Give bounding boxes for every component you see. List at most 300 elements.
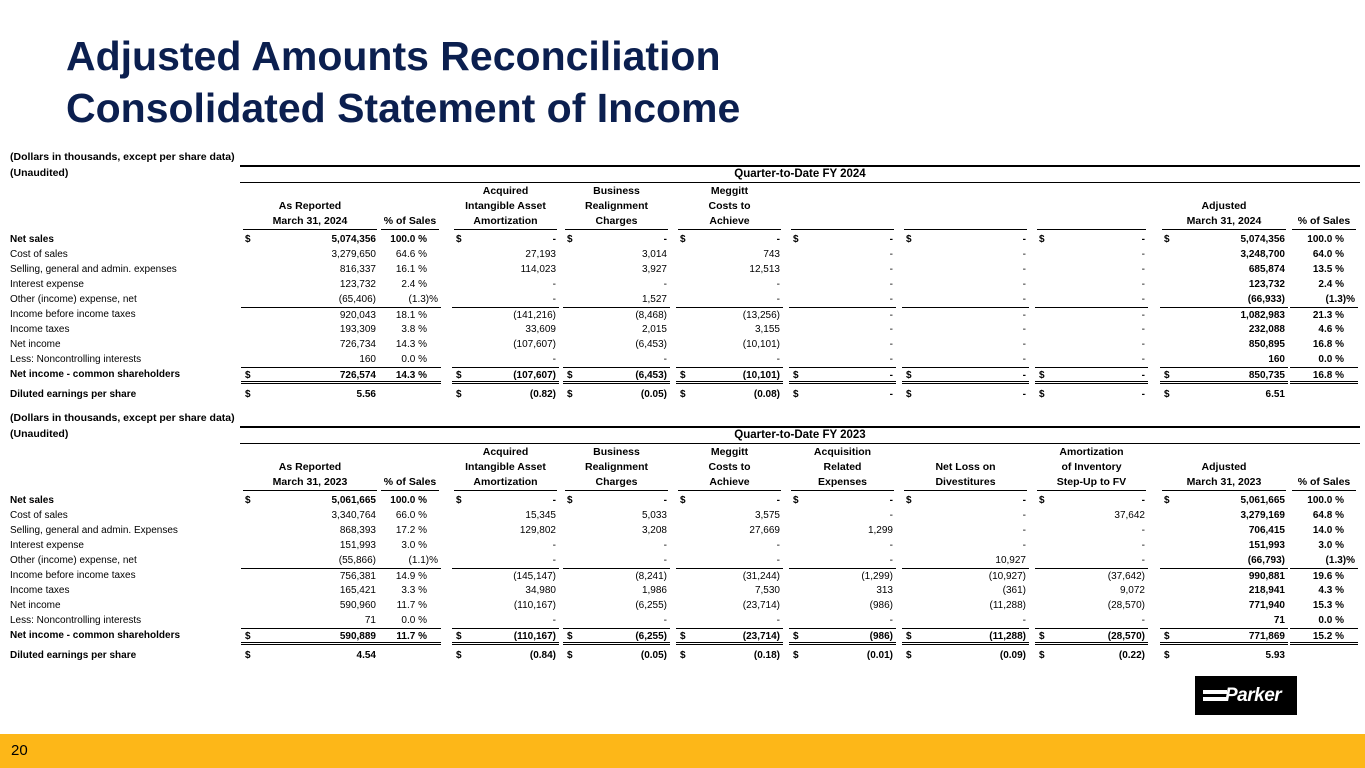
cell-value: 3,014 (641, 249, 667, 260)
cell-value: 1,527 (641, 294, 667, 305)
cell (563, 337, 670, 352)
cell-value: (66,933) (1247, 294, 1285, 305)
cell-value: - (1022, 540, 1026, 551)
cell-value: 64.0 % (1312, 249, 1344, 260)
cell-value: - (663, 354, 667, 365)
currency-symbol: $ (680, 389, 686, 400)
cell (452, 568, 559, 584)
cell-value: - (1022, 264, 1026, 275)
currency-symbol: $ (680, 234, 686, 245)
cell (452, 538, 559, 553)
cell-value: 100.0 % (390, 234, 427, 245)
cell-value: 37,642 (1114, 510, 1145, 521)
cell (1035, 523, 1148, 538)
cell-value: - (1022, 615, 1026, 626)
table-row (0, 648, 1365, 663)
cell (379, 508, 441, 523)
cell-value: 313 (876, 585, 893, 596)
cell (902, 523, 1029, 538)
parker-mark-icon (1203, 690, 1227, 701)
logo-wordmark: Parker (1225, 685, 1282, 706)
cell (452, 367, 559, 384)
currency-symbol: $ (906, 389, 912, 400)
cell (1160, 307, 1288, 323)
cell (789, 648, 896, 663)
cell (1035, 613, 1148, 628)
row-label: Net sales (10, 234, 54, 245)
cell-value: 920,043 (339, 310, 376, 321)
table-row (0, 262, 1365, 277)
column-header-2-line-3: % of Sales (381, 475, 439, 491)
cell (241, 648, 379, 663)
column-header-8-line-3 (1037, 214, 1146, 230)
cell-value: (6,453) (635, 339, 667, 350)
cell (563, 568, 670, 584)
table-row (0, 292, 1365, 307)
cell-value: - (1141, 389, 1145, 400)
cell-value: 13.5 % (1312, 264, 1344, 275)
currency-symbol: $ (793, 389, 799, 400)
cell (1035, 277, 1148, 292)
cell-value: - (1141, 279, 1145, 290)
cell-value: 5,074,356 (1240, 234, 1285, 245)
cell-value: - (1141, 294, 1145, 305)
cell-value: 4.3 % (1318, 585, 1344, 596)
currency-symbol: $ (906, 631, 912, 642)
cell (1160, 583, 1288, 598)
cell (1160, 232, 1288, 247)
cell (379, 648, 441, 663)
cell-value: - (1141, 370, 1145, 381)
row-label: Selling, general and admin. expenses (10, 264, 177, 275)
column-header-5-line-3: Achieve (678, 475, 781, 491)
table-row (0, 613, 1365, 628)
cell (1290, 553, 1358, 568)
cell-value: 14.9 % (395, 571, 427, 582)
row-label: Net income (10, 339, 61, 350)
cell-value: (31,244) (742, 571, 780, 582)
cell (789, 508, 896, 523)
currency-symbol: $ (245, 631, 251, 642)
table-row (0, 523, 1365, 538)
cell-value: - (889, 354, 893, 365)
cell (1290, 307, 1358, 323)
cell-value: 685,874 (1248, 264, 1285, 275)
currency-symbol: $ (567, 650, 573, 661)
cell-value: - (776, 495, 780, 506)
row-label: Net income (10, 600, 61, 611)
cell-value: 123,732 (339, 279, 376, 290)
currency-symbol: $ (456, 389, 462, 400)
cell (902, 277, 1029, 292)
cell-value: (55,866) (338, 555, 376, 566)
cell (1035, 553, 1148, 568)
cell-value: - (1022, 324, 1026, 335)
column-header-7-line-2: Net Loss on (935, 461, 996, 473)
cell-value: (0.05) (640, 389, 667, 400)
cell-value: - (889, 370, 893, 381)
cell-value: - (889, 324, 893, 335)
cell (241, 538, 379, 553)
currency-symbol: $ (906, 370, 912, 381)
cell-value: - (889, 264, 893, 275)
column-header-2-line-3: % of Sales (381, 214, 439, 230)
cell-value: (986) (869, 600, 893, 611)
cell-value: - (1141, 234, 1145, 245)
cell (563, 322, 670, 337)
cell-value: 123,732 (1248, 279, 1285, 290)
cell (1035, 538, 1148, 553)
cell (789, 367, 896, 384)
page-title (66, 30, 740, 134)
cell (241, 337, 379, 352)
cell (379, 523, 441, 538)
cell (676, 277, 783, 292)
row-label: Income before income taxes (10, 309, 136, 320)
cell-value: - (552, 555, 556, 566)
cell (241, 493, 379, 508)
column-header-3-line-2: Intangible Asset (465, 200, 546, 212)
currency-symbol: $ (1039, 495, 1045, 506)
cell-value: 771,869 (1248, 631, 1285, 642)
cell-value: 3.0 % (401, 540, 427, 551)
cell (676, 337, 783, 352)
cell (563, 493, 670, 508)
currency-symbol: $ (1164, 370, 1170, 381)
cell (452, 598, 559, 613)
cell (902, 628, 1029, 645)
cell-value: - (776, 615, 780, 626)
cell-value: - (1022, 234, 1026, 245)
cell-value: 3,279,169 (1240, 510, 1285, 521)
currency-symbol: $ (1164, 389, 1170, 400)
title-line-2: Consolidated Statement of Income (66, 85, 741, 131)
cell-value: 151,993 (1248, 540, 1285, 551)
cell-value: - (552, 540, 556, 551)
cell (789, 493, 896, 508)
cell (1160, 292, 1288, 307)
cell-value: (11,288) (989, 600, 1026, 611)
cell (676, 322, 783, 337)
cell (563, 523, 670, 538)
cell (676, 523, 783, 538)
cell (379, 307, 441, 323)
column-header-10-line-3: % of Sales (1292, 214, 1356, 230)
cell-value: 5,061,665 (1240, 495, 1285, 506)
cell (1290, 367, 1358, 384)
cell-value: (28,570) (1107, 600, 1145, 611)
cell (452, 247, 559, 262)
currency-symbol: $ (680, 631, 686, 642)
cell-value: 64.6 % (395, 249, 427, 260)
table-row (0, 322, 1365, 337)
cell (379, 247, 441, 262)
cell (789, 628, 896, 645)
cell (902, 322, 1029, 337)
cell-value: (37,642) (1107, 571, 1145, 582)
cell-value: - (1141, 540, 1145, 551)
cell-value: 0.0 % (401, 354, 427, 365)
cell (241, 568, 379, 584)
cell-value: (6,255) (635, 600, 667, 611)
column-header-5-line-3: Achieve (678, 214, 781, 230)
cell (452, 322, 559, 337)
cell (241, 598, 379, 613)
cell-value: 743 (763, 249, 780, 260)
cell-value: 2.4 % (401, 279, 427, 290)
cell (789, 292, 896, 307)
cell (789, 337, 896, 352)
cell-value: - (663, 495, 667, 506)
cell-value: - (1022, 370, 1026, 381)
cell (452, 387, 559, 402)
cell (379, 232, 441, 247)
row-label: Interest expense (10, 540, 84, 551)
cell (1160, 247, 1288, 262)
cell (676, 568, 783, 584)
cell-value: - (1141, 555, 1145, 566)
cell (563, 538, 670, 553)
table-row (0, 247, 1365, 262)
cell-value: 33,609 (525, 324, 556, 335)
row-label: Diluted earnings per share (10, 650, 137, 661)
cell-value: 6.51 (1265, 389, 1285, 400)
cell-value: - (1022, 339, 1026, 350)
column-header-3-line-3: Amortization (454, 214, 557, 230)
column-header-5-line-1: Meggitt (710, 185, 749, 197)
cell-value: 868,393 (339, 525, 376, 536)
currency-symbol: $ (793, 650, 799, 661)
cell-value: (145,147) (513, 571, 556, 582)
cell (241, 322, 379, 337)
currency-symbol: $ (567, 631, 573, 642)
cell (452, 613, 559, 628)
column-header-9-line-2: Adjusted (1201, 200, 1247, 212)
cell-value: (0.18) (753, 650, 780, 661)
cell-value: 27,669 (749, 525, 780, 536)
cell-value: 1,082,983 (1240, 310, 1285, 321)
cell-value: 5.56 (356, 389, 376, 400)
cell (1290, 337, 1358, 352)
cell-value: (107,607) (513, 339, 556, 350)
cell (379, 553, 441, 568)
cell-value: - (1141, 324, 1145, 335)
cell-value: - (1022, 354, 1026, 365)
table-row (0, 538, 1365, 553)
cell (241, 583, 379, 598)
cell (241, 352, 379, 367)
cell (1160, 508, 1288, 523)
units-note: (Dollars in thousands, except per share data) (10, 151, 235, 163)
cell-value: 0.0 % (1318, 615, 1344, 626)
cell-value: 816,337 (339, 264, 376, 275)
cell-value: - (889, 234, 893, 245)
table-row (0, 553, 1365, 568)
row-label: Net income - common shareholders (10, 369, 181, 380)
cell-value: - (1141, 249, 1145, 260)
currency-symbol: $ (906, 495, 912, 506)
column-header-6-line-2: Related (823, 461, 862, 473)
cell-value: (110,167) (513, 631, 556, 642)
cell-value: 2.4 % (1318, 279, 1344, 290)
cell (902, 247, 1029, 262)
cell (563, 613, 670, 628)
cell (379, 613, 441, 628)
cell (379, 292, 441, 307)
column-header-5-line-2: Costs to (708, 200, 751, 212)
cell-value: - (889, 615, 893, 626)
cell (452, 523, 559, 538)
currency-symbol: $ (456, 631, 462, 642)
cell-value: - (663, 234, 667, 245)
cell (379, 568, 441, 584)
cell (563, 628, 670, 645)
cell (1290, 568, 1358, 584)
cell (1035, 598, 1148, 613)
cell-value: 16.8 % (1312, 339, 1344, 350)
cell-value: - (552, 279, 556, 290)
row-label: Income before income taxes (10, 570, 136, 581)
column-header-4-line-3: Charges (565, 214, 668, 230)
cell (789, 553, 896, 568)
cell-value: 18.1 % (395, 310, 427, 321)
cell-value: 5.93 (1265, 650, 1285, 661)
cell-value: (107,607) (513, 370, 556, 381)
cell-value: 726,574 (339, 370, 376, 381)
column-header-7-line-3: Divestitures (904, 475, 1027, 491)
cell (902, 613, 1029, 628)
unaudited-note: (Unaudited) (10, 428, 69, 440)
cell-value: - (1022, 249, 1026, 260)
row-label: Income taxes (10, 324, 70, 335)
cell (1290, 232, 1358, 247)
cell (379, 628, 441, 645)
cell (902, 352, 1029, 367)
cell (1035, 508, 1148, 523)
cell-value: (6,453) (635, 370, 667, 381)
cell (1160, 387, 1288, 402)
cell-value: 3,340,764 (331, 510, 376, 521)
cell (676, 493, 783, 508)
currency-symbol: $ (680, 650, 686, 661)
cell (676, 538, 783, 553)
cell (241, 232, 379, 247)
cell (1160, 553, 1288, 568)
cell (241, 247, 379, 262)
cell-value: 726,734 (339, 339, 376, 350)
table-row (0, 568, 1365, 583)
cell-value: 64.8 % (1312, 510, 1344, 521)
cell (1035, 583, 1148, 598)
cell-value: 3.0 % (1318, 540, 1344, 551)
column-header-5-line-2: Costs to (708, 461, 751, 473)
title-line-1: Adjusted Amounts Reconciliation (66, 33, 721, 79)
cell (1290, 508, 1358, 523)
cell (1035, 247, 1148, 262)
cell (1290, 292, 1358, 307)
cell (676, 598, 783, 613)
column-header-9-line-3: March 31, 2024 (1162, 214, 1286, 230)
cell (1290, 613, 1358, 628)
column-header-7-line-3 (904, 214, 1027, 230)
currency-symbol: $ (1164, 234, 1170, 245)
cell (902, 583, 1029, 598)
cell-value: 16.8 % (1312, 370, 1344, 381)
currency-symbol: $ (680, 495, 686, 506)
cell (379, 367, 441, 384)
cell (789, 598, 896, 613)
cell-value: 160 (1268, 354, 1285, 365)
cell (241, 367, 379, 384)
cell-value: - (1022, 495, 1026, 506)
cell (379, 262, 441, 277)
column-header-3-line-1: Acquired (482, 446, 529, 458)
cell (563, 277, 670, 292)
cell-value: 706,415 (1248, 525, 1285, 536)
cell-value: 14.0 % (1312, 525, 1344, 536)
cell (563, 292, 670, 307)
cell-value: - (1141, 615, 1145, 626)
cell-value: - (552, 234, 556, 245)
cell (902, 307, 1029, 323)
column-header-8-line-2: of Inventory (1061, 461, 1122, 473)
cell-value: - (552, 354, 556, 365)
column-header-6-line-3 (791, 214, 894, 230)
column-header-3-line-1: Acquired (482, 185, 529, 197)
cell-value: 3,155 (754, 324, 780, 335)
cell-value: 756,381 (339, 571, 376, 582)
cell-value: 850,735 (1248, 370, 1285, 381)
column-header-5-line-1: Meggitt (710, 446, 749, 458)
cell-value: 3,208 (641, 525, 667, 536)
cell (1035, 568, 1148, 584)
cell (1290, 538, 1358, 553)
cell (1160, 538, 1288, 553)
cell-value: 5,061,665 (331, 495, 376, 506)
cell-value: 1,986 (641, 585, 667, 596)
cell-value: - (776, 354, 780, 365)
cell (452, 553, 559, 568)
table-row (0, 367, 1365, 382)
cell (676, 262, 783, 277)
cell-value: 15,345 (525, 510, 556, 521)
currency-symbol: $ (1164, 495, 1170, 506)
cell (563, 307, 670, 323)
currency-symbol: $ (567, 495, 573, 506)
cell-value: 151,993 (339, 540, 376, 551)
cell-value: 7,530 (754, 585, 780, 596)
cell-value: - (889, 249, 893, 260)
cell-value: 3,927 (641, 264, 667, 275)
currency-symbol: $ (793, 631, 799, 642)
cell-value: - (889, 339, 893, 350)
currency-symbol: $ (245, 234, 251, 245)
cell-value: 129,802 (519, 525, 556, 536)
table-row (0, 628, 1365, 643)
cell-value: - (776, 540, 780, 551)
cell (1035, 493, 1148, 508)
cell (379, 352, 441, 367)
column-header-4-line-3: Charges (565, 475, 668, 491)
cell-value: 14.3 % (395, 370, 427, 381)
cell (1160, 523, 1288, 538)
cell-value: - (776, 279, 780, 290)
table-row (0, 508, 1365, 523)
cell-value: - (1141, 310, 1145, 321)
currency-symbol: $ (456, 495, 462, 506)
cell-value: 14.3 % (395, 339, 427, 350)
cell (241, 307, 379, 323)
